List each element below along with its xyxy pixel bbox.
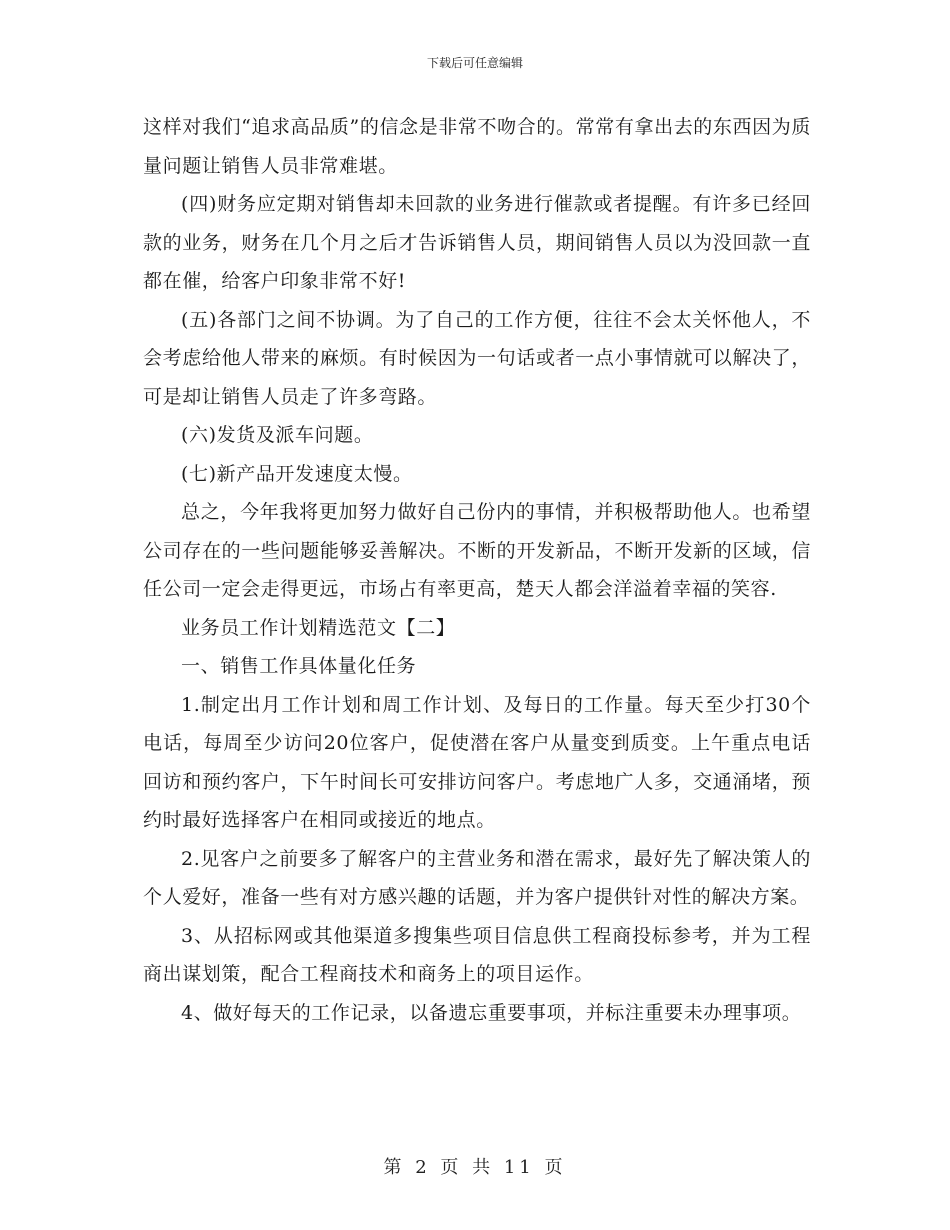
paragraph: (四)财务应定期对销售却未回款的业务进行催款或者提醒。有许多已经回款的业务，财务在几个月之后才告诉销售人员，期间销售人员以为没回款一直都在催，给客户印象非常不好! bbox=[143, 193, 811, 292]
paragraph: (六)发货及派车问题。 bbox=[181, 424, 374, 446]
list-item: 1.制定出月工作计划和周工作计划、及每日的工作量。每天至少打30个电话，每周至少访问20位客户，促使潜在客户从量变到质变。上午重点电话回访和预约客户，下午时间长可安排访问客户。考虑地广人多，交通涌堵，预约时最好选择客户在相同或接近的地点。 bbox=[143, 693, 811, 831]
page-number-footer: 第 2 页 共 11 页 bbox=[383, 1157, 567, 1178]
list-item: 2.见客户之前要多了解客户的主营业务和潜在需求，最好先了解决策人的个人爱好，准备一些有对方感兴趣的话题，并为客户提供针对性的解决方案。 bbox=[143, 847, 811, 908]
section-title: 业务员工作计划精选范文【二】 bbox=[181, 616, 456, 639]
subsection-heading: 一、销售工作具体量化任务 bbox=[181, 655, 417, 677]
document-body bbox=[143, 108, 811, 1032]
list-item: 3、从招标网或其他渠道多搜集些项目信息供工程商投标参考，并为工程商出谋划策，配合工程商技术和商务上的项目运作。 bbox=[143, 924, 811, 985]
page-header: 下载后可任意编辑 bbox=[426, 56, 523, 70]
list-item: 4、做好每天的工作记录，以备遗忘重要事项，并标注重要未办理事项。 bbox=[181, 1001, 802, 1024]
paragraph: (五)各部门之间不协调。为了自己的工作方便，往往不会太关怀他人，不会考虑给他人带来的麻烦。有时候因为一句话或者一点小事情就可以解决了，可是却让销售人员走了许多弯路。 bbox=[143, 308, 811, 408]
paragraph: 总之，今年我将更加努力做好自己份内的事情，并积极帮助他人。也希望公司存在的一些问题能够妥善解决。不断的开发新品，不断开发新的区域，信任公司一定会走得更远，市场占有率更高，楚天人都会洋溢着幸福的笑容. bbox=[143, 501, 811, 600]
paragraph: 这样对我们“追求高品质”的信念是非常不吻合的。常常有拿出去的东西因为质量问题让销售人员非常难堪。 bbox=[143, 116, 811, 177]
paragraph: (七)新产品开发速度太慢。 bbox=[181, 462, 413, 485]
